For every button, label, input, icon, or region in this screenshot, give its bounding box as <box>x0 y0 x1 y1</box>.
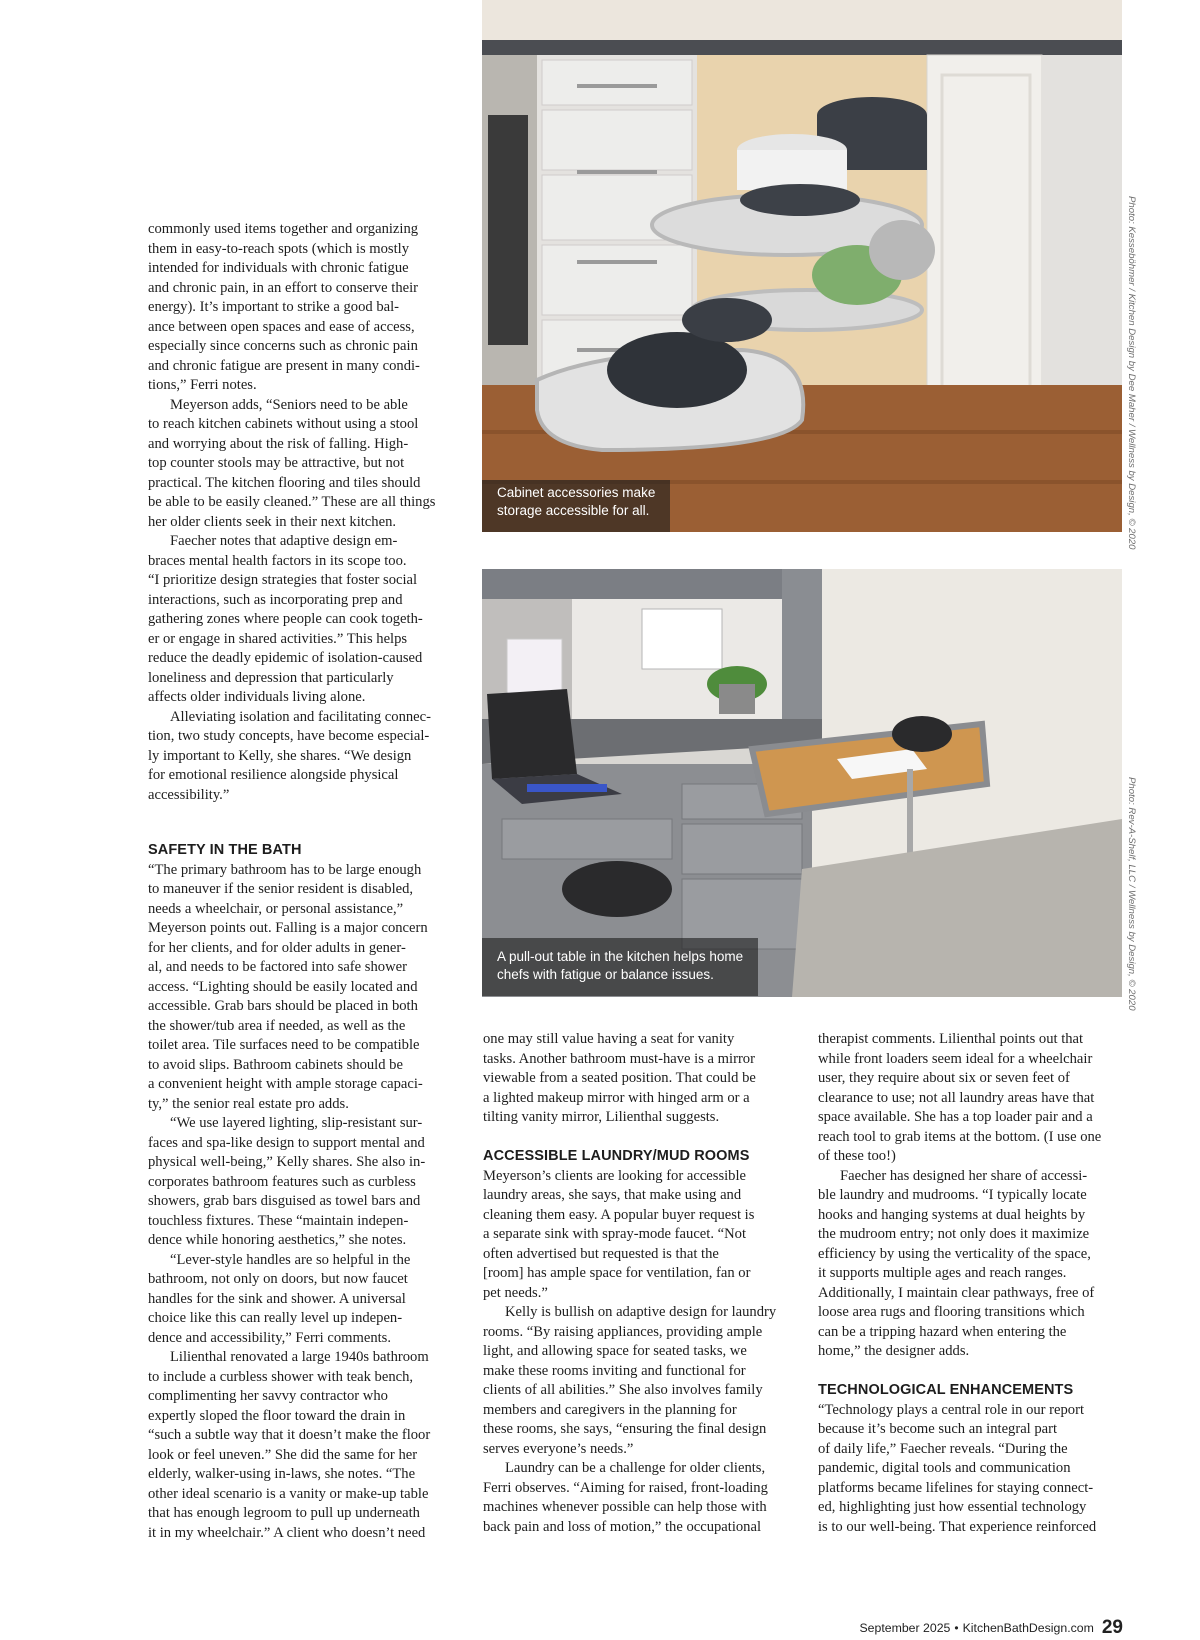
text-line: touchless fixtures. These “maintain indepen- <box>148 1212 409 1229</box>
caption-line: A pull-out table in the kitchen helps home <box>497 949 744 964</box>
text-line: loose area rugs and flooring transitions which <box>818 1304 1085 1320</box>
text-line: ble laundry and mudrooms. “I typically locate <box>818 1187 1087 1203</box>
text-line: Alleviating isolation and facilitating connec- <box>170 708 431 725</box>
text-line: members and caregivers in the planning for <box>483 1401 737 1418</box>
text-line: Additionally, I maintain clear pathways, free of <box>818 1284 1095 1301</box>
text-line: interactions, such as incorporating prep and <box>148 591 403 608</box>
text-line: cleaning them easy. A popular buyer request is <box>483 1206 755 1223</box>
text-line: a lighted makeup mirror with hinged arm or a <box>483 1089 750 1106</box>
caption-line: Cabinet accessories make <box>497 485 656 500</box>
text-line: dence while honoring aesthetics,” she notes. <box>148 1232 407 1248</box>
text-line: affects older individuals living alone. <box>148 689 366 705</box>
text-line: other ideal scenario is a vanity or make-up table <box>148 1485 429 1502</box>
text-line: tions,” Ferri notes. <box>148 377 257 393</box>
text-line: braces mental health factors in its scope too. <box>148 552 407 569</box>
photo-caption <box>482 938 758 996</box>
text-line: machines whenever possible can help those with <box>483 1499 767 1515</box>
text-line: for her clients, and for older adults in gener- <box>148 939 406 956</box>
text-line: “The primary bathroom has to be large enough <box>148 861 422 878</box>
text-line: er or engage in shared activities.” This helps <box>148 630 408 647</box>
article-column-1 <box>148 220 450 1541</box>
website-name: KitchenBathDesign.com <box>962 1621 1094 1635</box>
article-column-2 <box>483 1030 788 1537</box>
text-line: Faecher has designed her share of accessi- <box>840 1167 1088 1184</box>
text-line: and chronic pain, in an effort to conserve their <box>148 279 419 296</box>
corner-cabinet-illustration <box>482 0 1122 532</box>
kitchen-desk-pullout-table-photo <box>482 569 1122 997</box>
text-line: and chronic fatigue are present in many condi- <box>148 357 420 374</box>
text-line: physical well-being,” Kelly shares. She also in- <box>148 1154 426 1170</box>
text-line: the shower/tub area if needed, as well as the <box>148 1017 406 1034</box>
text-line: therapist comments. Lilienthal points out that <box>818 1031 1084 1047</box>
text-line: faces and spa-like design to support mental and <box>148 1134 425 1151</box>
text-line: that has enough legroom to pull up underneath <box>148 1505 420 1521</box>
page-footer <box>847 1616 1123 1640</box>
text-line: for emotional resilience alongside physical <box>148 767 399 783</box>
pullout-table-illustration <box>482 569 1122 997</box>
text-line: it in my wheelchair.” A client who doesn’t need <box>148 1524 426 1541</box>
text-line: and worrying about the risk of falling. High- <box>148 435 409 452</box>
text-line: serves everyone’s needs.” <box>483 1440 634 1457</box>
text-line: one may still value having a seat for vanity <box>483 1031 735 1047</box>
text-line: them in easy-to-reach spots (which is mostly <box>148 240 410 257</box>
text-line: gathering zones where people can cook togeth- <box>148 611 423 627</box>
text-line: complimenting her savvy contractor who <box>148 1388 388 1404</box>
text-line: intended for individuals with chronic fatigue <box>148 260 409 276</box>
text-line: back pain and loss of motion,” the occupational <box>483 1518 762 1535</box>
text-line: of daily life,” Faecher reveals. “During the <box>818 1440 1068 1457</box>
text-line: because it’s become such an integral part <box>818 1421 1058 1437</box>
section-heading: SAFETY IN THE BATH <box>148 842 302 858</box>
text-line: her older clients seek in their next kitchen. <box>148 513 397 530</box>
text-line: rooms. “By raising appliances, providing ample <box>483 1323 763 1340</box>
text-line: “Lever-style handles are so helpful in the <box>170 1251 411 1268</box>
text-line: tion, two study concepts, have become especial- <box>148 728 430 744</box>
photo-credit: Photo: Kesseböhmer / Kitchen Design by Dee Maher / Wellness by Design, © 2020 <box>1126 196 1137 550</box>
text-line: tasks. Another bathroom must-have is a mirror <box>483 1050 755 1067</box>
text-line: it supports multiple ages and reach ranges. <box>818 1265 1067 1281</box>
text-line: practical. The kitchen flooring and tiles should <box>148 474 421 491</box>
text-line: to avoid slips. Bathroom cabinets should be <box>148 1056 403 1073</box>
text-line: clients of all abilities.” She also involves family <box>483 1382 763 1398</box>
text-line: “such a subtle way that it doesn’t make the floor <box>148 1427 431 1443</box>
text-line: reach tool to grab items at the bottom. (I use one <box>818 1128 1102 1145</box>
caption-line: chefs with fatigue or balance issues. <box>497 967 714 982</box>
text-line: light, and allowing space for seated tasks, we <box>483 1343 747 1359</box>
text-line: commonly used items together and organizing <box>148 221 419 237</box>
text-line: to include a curbless shower with teak bench, <box>148 1368 414 1385</box>
text-line: a convenient height with ample storage capaci- <box>148 1076 423 1092</box>
text-line: pandemic, digital tools and communication <box>818 1460 1071 1476</box>
text-line: needs a wheelchair, or personal assistance,” <box>148 900 404 917</box>
text-line: Kelly is bullish on adaptive design for laundry <box>505 1304 777 1320</box>
text-line: Meyerson adds, “Seniors need to be able <box>170 396 408 413</box>
text-line: pet needs.” <box>483 1284 548 1301</box>
text-line: the mudroom entry; not only does it maximize <box>818 1226 1090 1242</box>
text-line: be able to be easily cleaned.” These are all things <box>148 494 436 510</box>
text-line: Meyerson points out. Falling is a major concern <box>148 920 428 936</box>
text-line: loneliness and depression that particularly <box>148 669 394 686</box>
text-line: viewable from a seated position. That could be <box>483 1070 756 1086</box>
text-line: bathroom, not only on doors, but now faucet <box>148 1271 408 1287</box>
text-line: platforms became lifelines for staying connect- <box>818 1479 1094 1496</box>
text-line: al, and needs to be factored into safe shower <box>148 959 407 975</box>
issue-date: September 2025 <box>859 1621 951 1635</box>
text-line: efficiency by using the verticality of the space, <box>818 1245 1091 1262</box>
text-line: to reach kitchen cabinets without using a stool <box>148 416 419 432</box>
text-line: ed, highlighting just how essential technology <box>818 1499 1087 1515</box>
text-line: corporates bathroom features such as curbless <box>148 1173 416 1190</box>
text-line: to maneuver if the senior resident is disabled, <box>148 881 414 897</box>
text-line: Ferri observes. “Aiming for raised, front-loading <box>483 1479 768 1496</box>
article-column-3 <box>818 1030 1123 1537</box>
section-heading: ACCESSIBLE LAUNDRY/MUD ROOMS <box>483 1148 750 1164</box>
text-line: access. “Lighting should be easily located and <box>148 978 418 995</box>
photo-caption <box>482 480 670 532</box>
text-line: top counter stools may be attractive, but not <box>148 455 405 471</box>
section-heading: TECHNOLOGICAL ENHANCEMENTS <box>818 1382 1074 1398</box>
text-line: expertly sloped the floor toward the drain in <box>148 1407 406 1424</box>
text-line: ly important to Kelly, she shares. “We design <box>148 747 412 764</box>
text-line: clearance to use; not all laundry areas have that <box>818 1089 1095 1106</box>
text-line: hooks and hanging systems at dual heights by <box>818 1206 1086 1223</box>
text-line: Laundry can be a challenge for older clients, <box>505 1460 766 1476</box>
text-line: make these rooms inviting and functional for <box>483 1362 746 1379</box>
text-line: accessibility.” <box>148 786 230 803</box>
text-line: user, they require about six or seven feet of <box>818 1070 1070 1086</box>
text-line: energy). It’s important to strike a good bal- <box>148 299 400 315</box>
text-line: Lilienthal renovated a large 1940s bathroom <box>170 1349 429 1365</box>
text-line: toilet area. Tile surfaces need to be compatible <box>148 1037 420 1053</box>
page-number: 29 <box>1101 1617 1123 1638</box>
text-line: showers, grab bars disguised as towel bars and <box>148 1193 421 1209</box>
text-line: ance between open spaces and ease of access, <box>148 318 415 335</box>
text-line: is to our well-being. That experience reinforced <box>818 1518 1097 1535</box>
text-line: choice like this can really level up indepen- <box>148 1310 403 1326</box>
text-line: elderly, walker-using in-laws, she notes. “The <box>148 1466 416 1482</box>
text-line: dence and accessibility,” Ferri comments. <box>148 1329 392 1346</box>
text-line: “We use layered lighting, slip-resistant sur- <box>170 1115 423 1131</box>
text-line: “I prioritize design strategies that foster social <box>148 572 418 588</box>
separator-bullet: • <box>954 1621 959 1635</box>
text-line: accessible. Grab bars should be placed in both <box>148 998 418 1014</box>
photo-credit: Photo: Rev-A-Shelf, LLC / Wellness by Design, © 2020 <box>1126 777 1137 1011</box>
text-line: reduce the deadly epidemic of isolation-caused <box>148 650 423 666</box>
text-line: “Technology plays a central role in our report <box>818 1401 1085 1418</box>
text-line: while front loaders seem ideal for a wheelchair <box>818 1050 1093 1067</box>
text-line: look or feel uneven.” She did the same for her <box>148 1446 418 1463</box>
text-line: [room] has ample space for ventilation, fan or <box>483 1265 751 1281</box>
text-line: space available. She has a top loader pair and a <box>818 1109 1093 1125</box>
caption-line: storage accessible for all. <box>497 503 650 518</box>
text-line: tilting vanity mirror, Lilienthal suggests. <box>483 1109 720 1125</box>
text-line: these rooms, she says, “ensuring the final design <box>483 1421 767 1437</box>
text-line: a separate sink with spray-mode faucet. “Not <box>483 1226 746 1242</box>
bath-section <box>148 841 450 1543</box>
text-line: Meyerson’s clients are looking for accessible <box>483 1167 747 1184</box>
text-line: often advertised but requested is that the <box>483 1245 719 1262</box>
text-line: can be a tripping hazard when entering the <box>818 1323 1067 1340</box>
text-line: Faecher notes that adaptive design em- <box>170 533 398 549</box>
text-line: ty,” the senior real estate pro adds. <box>148 1095 349 1112</box>
text-line: handles for the sink and shower. A universal <box>148 1290 406 1307</box>
text-line: of these too!) <box>818 1148 896 1164</box>
text-line: laundry areas, she says, that make using and <box>483 1187 742 1203</box>
kitchen-corner-cabinet-photo <box>482 0 1122 532</box>
text-line: home,” the designer adds. <box>818 1343 970 1359</box>
text-line: especially since concerns such as chronic pain <box>148 338 418 354</box>
